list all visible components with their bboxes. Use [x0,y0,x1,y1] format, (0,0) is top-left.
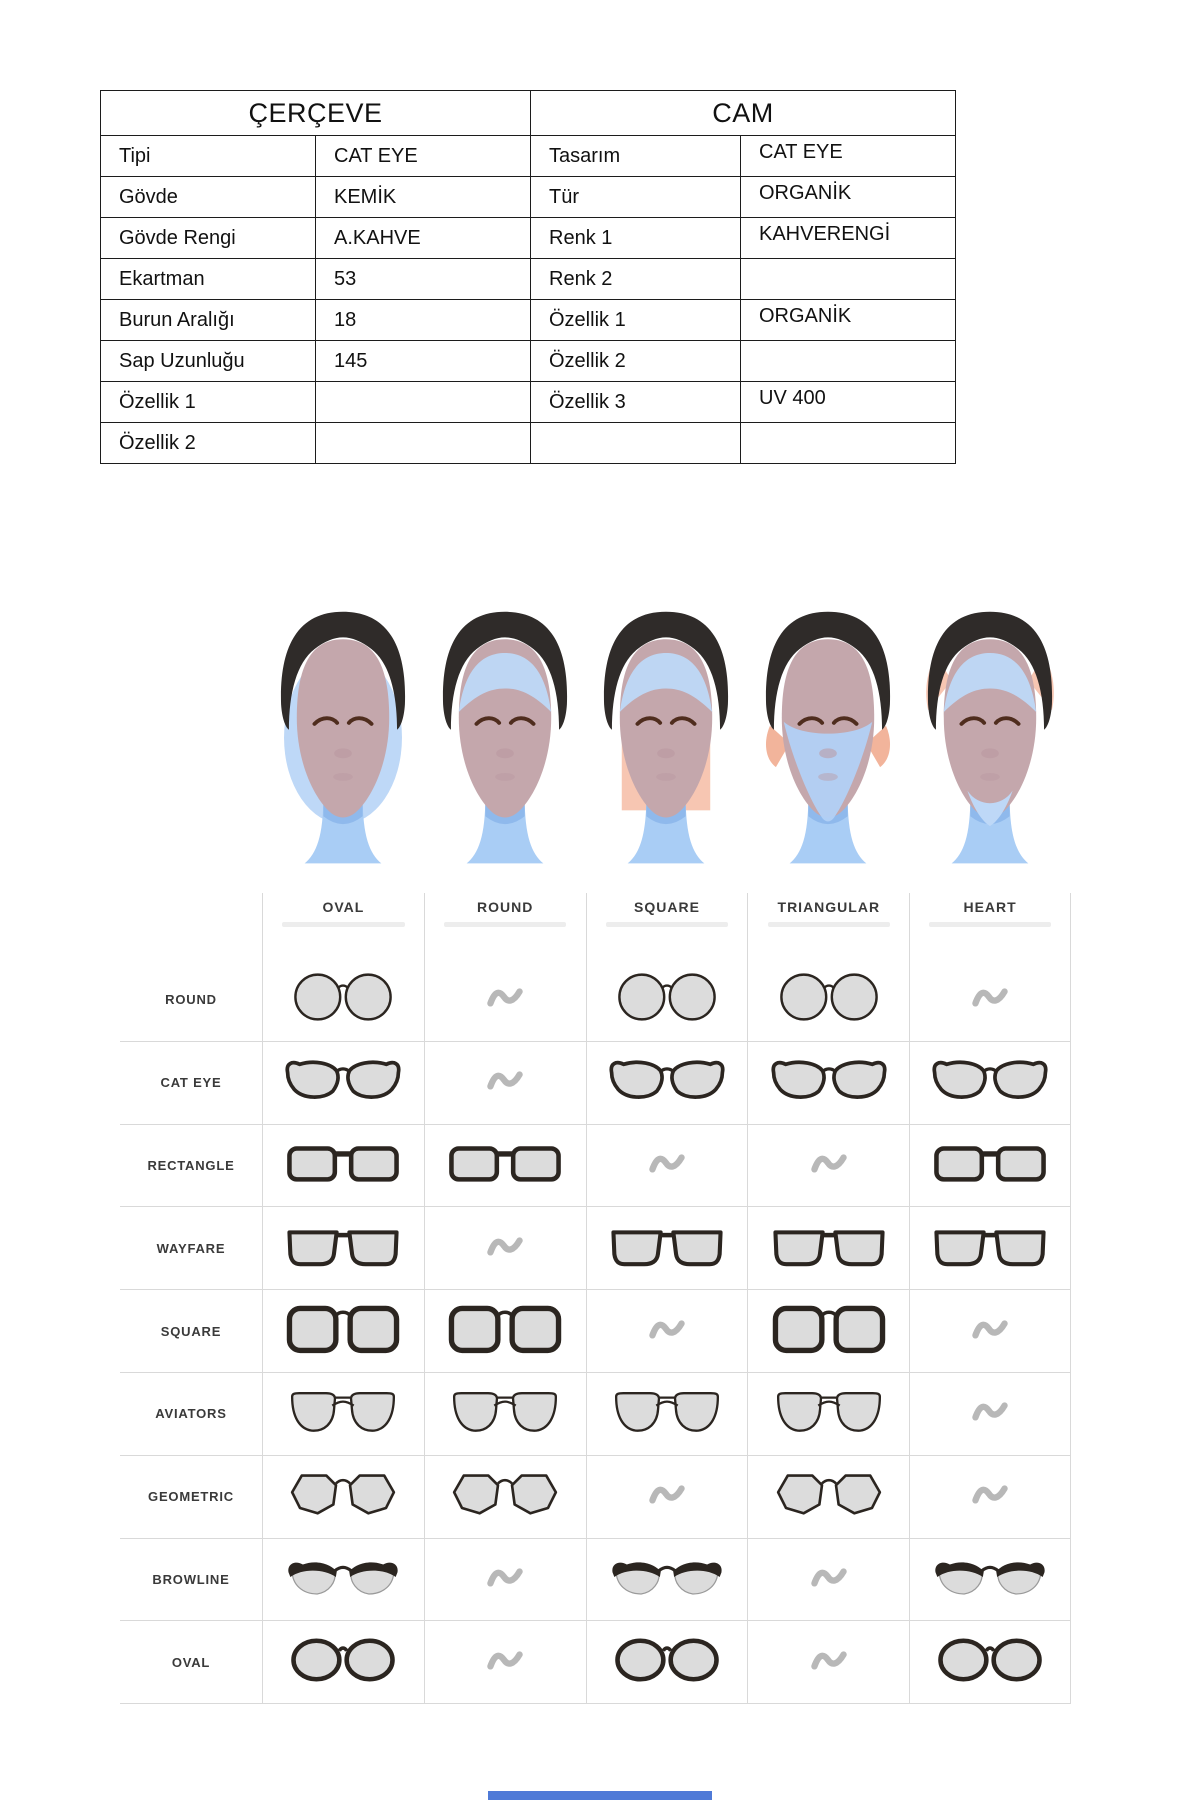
glasses-style-label: BROWLINE [152,1571,230,1587]
geometric-glasses-icon [448,1469,562,1524]
guide-cell-aviators-heart [909,1373,1071,1456]
squiggle-icon [485,1066,525,1099]
round-glasses-icon [287,968,399,1031]
cat-eye-glasses-icon [283,1056,403,1109]
rectangle-glasses-icon [284,1141,402,1190]
guide-cell-aviators-oval [262,1373,424,1456]
face-shape-label: ROUND [477,899,534,915]
spec-cell-label: Özellik 2 [531,341,741,382]
spec-cell-value: KAHVERENGİ [741,218,956,259]
spec-row [101,300,956,341]
spec-cell-value: UV 400 [741,382,956,423]
column-header-triangular [747,893,909,959]
spec-row [101,341,956,382]
spec-row [101,136,956,177]
heart-face-icon [915,598,1065,893]
column-header-oval [262,893,424,959]
squiggle-icon [809,1563,849,1596]
cat-eye-glasses-icon [930,1056,1050,1109]
spec-row [101,259,956,300]
guide-cell-geometric-round [424,1456,586,1539]
guide-cell-round-square [586,959,748,1042]
browline-glasses-icon [609,1556,725,1603]
spec-cell-value: ORGANİK [741,177,956,218]
squiggle-icon [970,983,1010,1016]
face-shape-label: HEART [963,899,1017,915]
spec-cell-value: A.KAHVE [316,218,531,259]
squiggle-icon [485,1232,525,1265]
cat-eye-glasses-icon [769,1056,889,1109]
triangular-face-icon [753,598,903,893]
squiggle-icon [647,1149,687,1182]
geometric-glasses-icon [286,1469,400,1524]
guide-cell-browline-round [424,1539,586,1622]
spec-cell-label: Tür [531,177,741,218]
guide-cell-aviators-square [586,1373,748,1456]
wayfarer-glasses-icon [284,1223,402,1274]
guide-cell-oval-round [424,1621,586,1704]
guide-cell-cat-eye-square [586,1042,748,1125]
guide-cell-geometric-triangular [747,1456,909,1539]
wayfarer-glasses-icon [931,1223,1049,1274]
spec-cell-label: Özellik 3 [531,382,741,423]
oval-glasses-icon [935,1635,1045,1690]
cat-eye-glasses-icon [607,1056,727,1109]
wayfarer-glasses-icon [608,1223,726,1274]
row-label-browline [120,1539,262,1622]
guide-cell-wayfare-round [424,1207,586,1290]
guide-cell-rectangle-triangular [747,1125,909,1208]
spec-cell-value: 145 [316,341,531,382]
guide-cell-rectangle-round [424,1125,586,1208]
squiggle-icon [485,983,525,1016]
row-label-cat-eye [120,1042,262,1125]
aviator-glasses-icon [447,1386,563,1441]
guide-cell-geometric-square [586,1456,748,1539]
spec-row [101,218,956,259]
squiggle-icon [809,1646,849,1679]
squiggle-icon [647,1480,687,1513]
wayfarer-glasses-icon [770,1223,888,1274]
guide-cell-wayfare-square [586,1207,748,1290]
guide-cell-wayfare-heart [909,1207,1071,1290]
guide-cell-oval-square [586,1621,748,1704]
row-label-wayfare [120,1207,262,1290]
guide-cell-square-triangular [747,1290,909,1373]
spec-header-cerceve: ÇERÇEVE [101,91,531,136]
spec-cell-label: Tipi [101,136,316,177]
round-face-icon [430,598,580,893]
guide-cell-square-square [586,1290,748,1373]
spec-cell-label: Renk 1 [531,218,741,259]
guide-cell-round-triangular [747,959,909,1042]
spec-cell-label: Özellik 1 [531,300,741,341]
squiggle-icon [970,1315,1010,1348]
squiggle-icon [970,1480,1010,1513]
face-glasses-guide-chart [120,598,1071,1704]
spec-row [101,382,956,423]
column-subtext-placeholder [606,922,728,927]
spec-cell-value: KEMİK [316,177,531,218]
glasses-style-label: OVAL [171,1654,211,1670]
spec-cell-value: ORGANİK [741,300,956,341]
guide-cell-browline-heart [909,1539,1071,1622]
glasses-style-label: WAYFARE [156,1240,226,1256]
rectangle-glasses-icon [931,1141,1049,1190]
guide-cell-geometric-oval [262,1456,424,1539]
guide-cell-cat-eye-round [424,1042,586,1125]
face-shape-label: OVAL [322,899,365,915]
face-illustration-triangular [747,598,909,893]
glasses-style-label: AVIATORS [155,1406,227,1422]
guide-cell-rectangle-heart [909,1125,1071,1208]
guide-cell-rectangle-oval [262,1125,424,1208]
chart-corner-spacer [120,598,262,893]
guide-cell-cat-eye-triangular [747,1042,909,1125]
row-label-aviators [120,1373,262,1456]
guide-cell-oval-heart [909,1621,1071,1704]
spec-cell-label: Burun Aralığı [101,300,316,341]
spec-cell-label: Renk 2 [531,259,741,300]
square-glasses-icon [447,1303,563,1360]
square-glasses-icon [285,1303,401,1360]
spec-row [101,423,956,464]
column-subtext-placeholder [444,922,566,927]
spec-cell-label: Gövde Rengi [101,218,316,259]
spec-cell-label [531,423,741,464]
guide-cell-cat-eye-heart [909,1042,1071,1125]
guide-cell-oval-triangular [747,1621,909,1704]
spec-cell-value [316,382,531,423]
guide-cell-rectangle-square [586,1125,748,1208]
glasses-style-label: CAT EYE [160,1075,222,1091]
row-label-round [120,959,262,1042]
column-header-spacer [120,893,262,959]
rectangle-glasses-icon [446,1141,564,1190]
face-illustration-oval [262,598,424,893]
row-label-rectangle [120,1125,262,1208]
square-face-icon [591,598,741,893]
oval-glasses-icon [612,1635,722,1690]
guide-cell-round-oval [262,959,424,1042]
spec-cell-value: 53 [316,259,531,300]
squiggle-icon [647,1315,687,1348]
browline-glasses-icon [285,1556,401,1603]
glasses-style-label: GEOMETRIC [148,1489,234,1505]
guide-cell-cat-eye-oval [262,1042,424,1125]
squiggle-icon [485,1646,525,1679]
guide-cell-square-round [424,1290,586,1373]
face-illustration-square [586,598,748,893]
square-glasses-icon [771,1303,887,1360]
spec-cell-label: Özellik 1 [101,382,316,423]
guide-cell-square-oval [262,1290,424,1373]
column-subtext-placeholder [768,922,890,927]
guide-cell-browline-triangular [747,1539,909,1622]
glasses-style-label: ROUND [165,992,217,1008]
browline-glasses-icon [932,1556,1048,1603]
guide-cell-square-heart [909,1290,1071,1373]
oval-glasses-icon [288,1635,398,1690]
round-glasses-icon [773,968,885,1031]
row-label-oval [120,1621,262,1704]
guide-cell-browline-oval [262,1539,424,1622]
row-label-geometric [120,1456,262,1539]
geometric-glasses-icon [772,1469,886,1524]
aviator-glasses-icon [609,1386,725,1441]
oval-face-icon [268,598,418,893]
guide-cell-aviators-round [424,1373,586,1456]
glasses-style-label: RECTANGLE [147,1157,235,1173]
column-header-square [586,893,748,959]
guide-cell-wayfare-triangular [747,1207,909,1290]
squiggle-icon [485,1563,525,1596]
spec-cell-label: Özellik 2 [101,423,316,464]
spec-header-row [101,91,956,136]
aviator-glasses-icon [285,1386,401,1441]
face-shape-label: SQUARE [634,899,700,915]
spec-cell-label: Gövde [101,177,316,218]
guide-cell-geometric-heart [909,1456,1071,1539]
face-illustration-heart [909,598,1071,893]
spec-cell-label: Tasarım [531,136,741,177]
guide-cell-browline-square [586,1539,748,1622]
spec-cell-label: Sap Uzunluğu [101,341,316,382]
squiggle-icon [809,1149,849,1182]
spec-table [100,90,956,464]
spec-cell-value: CAT EYE [741,136,956,177]
column-subtext-placeholder [282,922,404,927]
guide-cell-aviators-triangular [747,1373,909,1456]
column-subtext-placeholder [929,922,1050,927]
spec-cell-label: Ekartman [101,259,316,300]
spec-cell-value: 18 [316,300,531,341]
guide-cell-oval-oval [262,1621,424,1704]
squiggle-icon [970,1397,1010,1430]
column-header-heart [909,893,1071,959]
bottom-accent-bar [488,1791,712,1800]
column-header-round [424,893,586,959]
guide-cell-round-round [424,959,586,1042]
glasses-style-label: SQUARE [160,1323,222,1339]
spec-cell-value: CAT EYE [316,136,531,177]
guide-cell-round-heart [909,959,1071,1042]
face-shape-label: TRIANGULAR [777,899,881,915]
spec-header-cam: CAM [531,91,956,136]
aviator-glasses-icon [771,1386,887,1441]
round-glasses-icon [611,968,723,1031]
spec-cell-value [741,341,956,382]
spec-cell-value [741,423,956,464]
guide-cell-wayfare-oval [262,1207,424,1290]
row-label-square [120,1290,262,1373]
face-illustration-round [424,598,586,893]
spec-cell-value [316,423,531,464]
spec-cell-value [741,259,956,300]
spec-row [101,177,956,218]
